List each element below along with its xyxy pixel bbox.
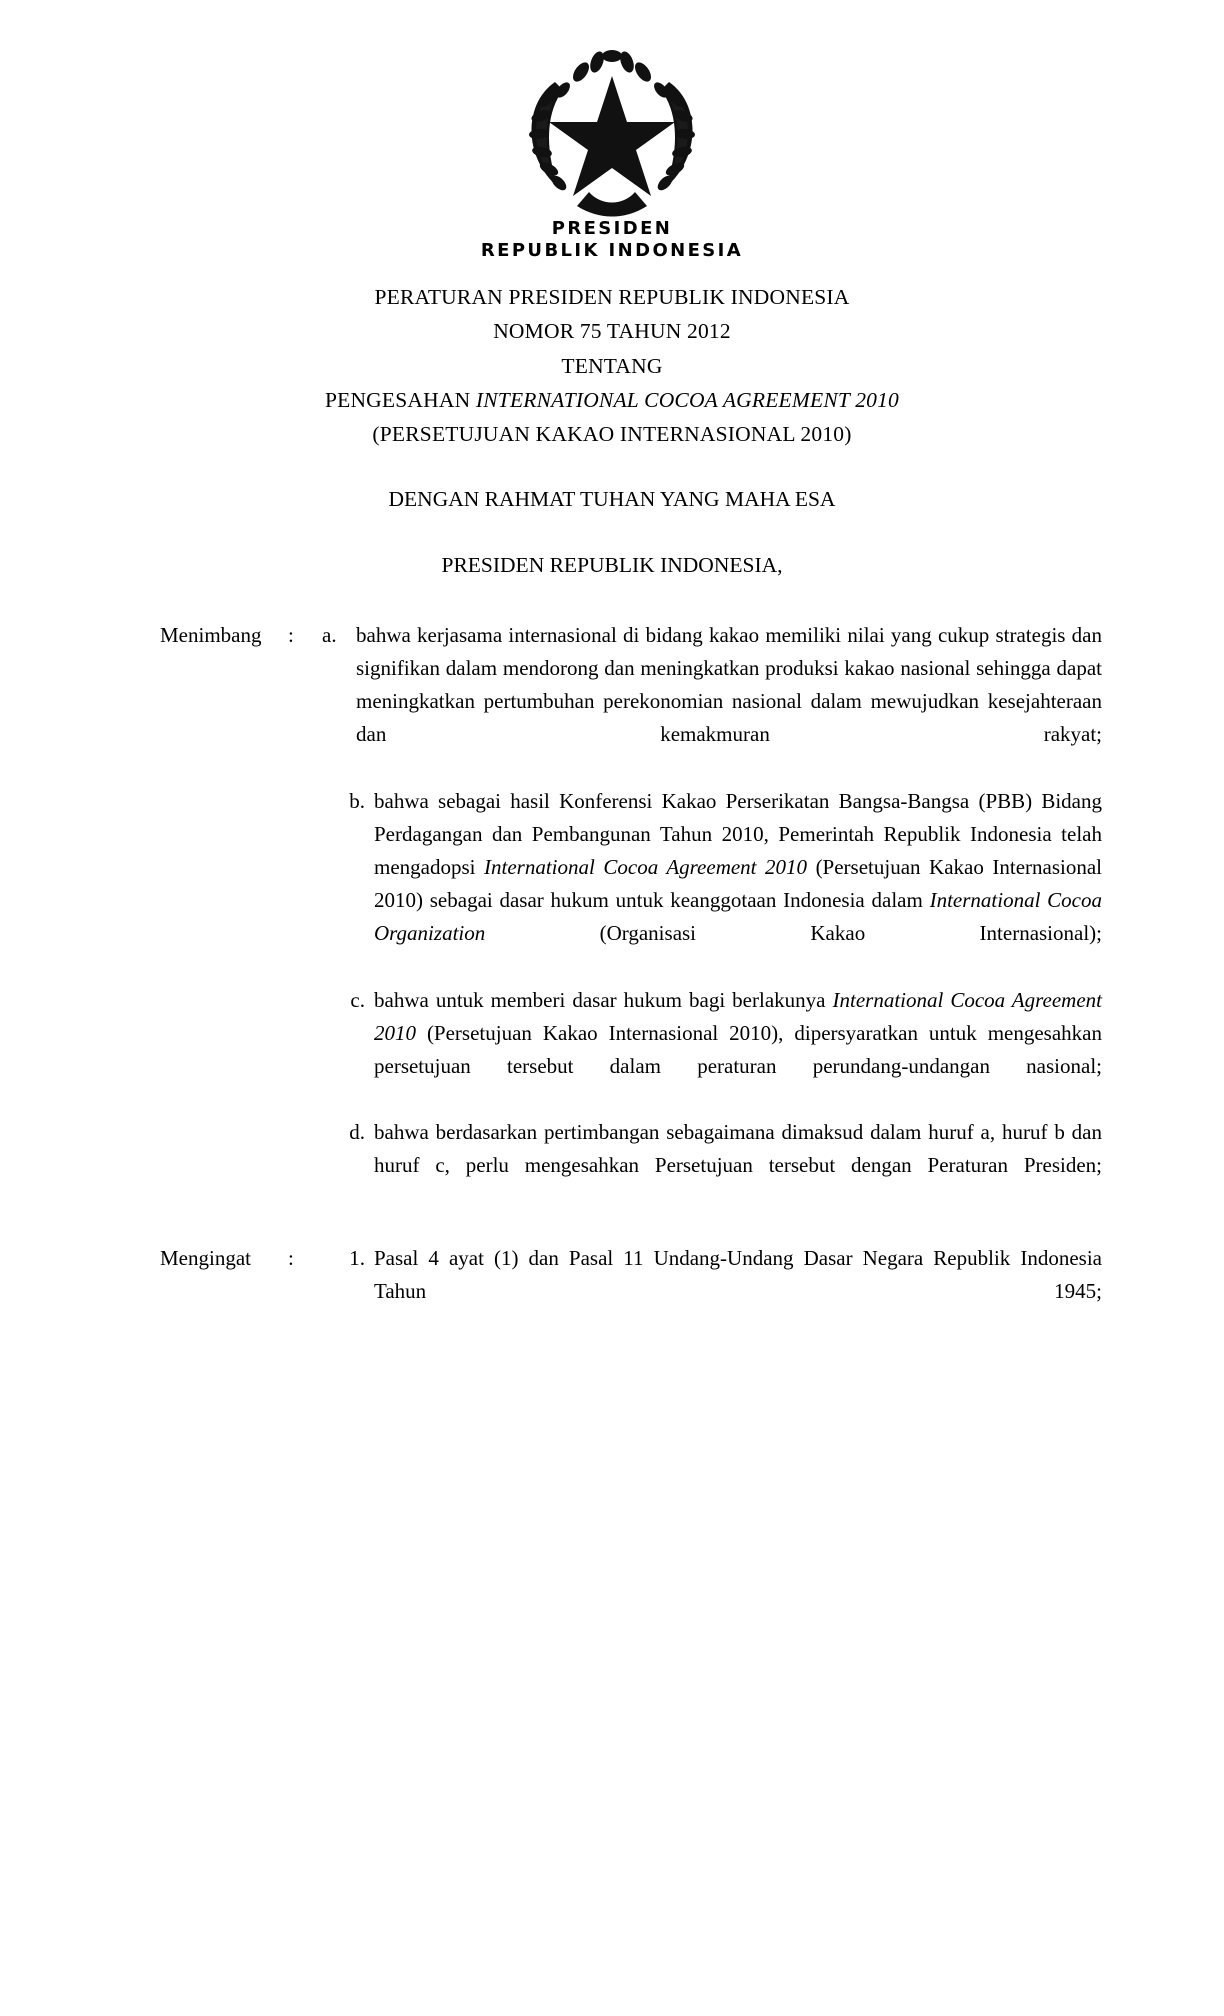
emblem-title-line2: REPUBLIK INDONESIA (480, 239, 744, 261)
considering-text-b-part1: International Cocoa Agreement 2010 (484, 854, 808, 879)
remembering-text-1-part0: Pasal 4 ayat (1) dan Pasal 11 Undang-Undang Dasar Negara Republik Indonesia Tahun 1945; (374, 1245, 1102, 1303)
considering-text-b-part0: bahwa sebagai hasil Konferensi Kakao Perserikatan Bangsa-Bangsa (PBB) Bidang Perdagangan dan Pembangunan Tahun 2010, Pemerintah Republik Indonesia telah mengadopsi (374, 788, 1102, 879)
remembering-label: Mengingat (160, 1245, 251, 1270)
clause-considering-a (160, 619, 1102, 785)
heading-number: NOMOR 75 TAHUN 2012 (493, 319, 731, 344)
considering-text-c-part2: (Persetujuan Kakao Internasional 2010), dipersyaratkan untuk mengesahkan persetujuan tersebut dalam peraturan perundang-undangan nasional; (374, 1020, 1102, 1078)
considering-text-c (374, 984, 1102, 1117)
clause-considering-c (160, 984, 1102, 1117)
clause-considering-b (160, 785, 1102, 984)
document-body (0, 619, 1224, 1342)
heading-tentang: TENTANG (561, 353, 663, 378)
president-line: PRESIDEN REPUBLIK INDONESIA, (441, 553, 783, 578)
considering-text-c-part1: International Cocoa Agreement 2010 (374, 987, 1102, 1045)
blessing-line: DENGAN RAHMAT TUHAN YANG MAHA ESA (388, 486, 836, 511)
clause-considering-d (160, 1116, 1102, 1216)
considering-colon: : (288, 622, 294, 647)
emblem-title (0, 218, 1224, 262)
considering-text-b (374, 785, 1102, 984)
considering-text-b-part2: (Persetujuan Kakao Internasional 2010) sebagai dasar hukum untuk keanggotaan Indonesia dalam (374, 854, 1103, 913)
considering-marker-a: a. (322, 622, 337, 647)
considering-text-c-part0: bahwa untuk memberi dasar hukum bagi berlakunya (374, 987, 833, 1012)
remembering-text-1 (374, 1242, 1102, 1342)
remembering-marker-1: 1. (349, 1245, 365, 1270)
emblem-container (0, 0, 1224, 222)
document-subheading (0, 482, 1224, 583)
remembering-colon: : (288, 1245, 294, 1270)
section-gap (160, 1216, 1102, 1242)
considering-text-d-part0: bahwa berdasarkan pertimbangan sebagaimana dimaksud dalam huruf a, huruf b dan huruf c, perlu mengesahkan Persetujuan tersebut dengan Peraturan Presiden; (374, 1120, 1102, 1178)
considering-text-b-part4: (Organisasi Kakao Internasional); (485, 921, 1102, 946)
document-heading (0, 280, 1224, 452)
heading-subject (0, 383, 1224, 417)
emblem-title-line1: PRESIDEN (551, 218, 673, 239)
considering-text-a (356, 619, 1102, 785)
heading-subject-italic: INTERNATIONAL COCOA AGREEMENT 2010 (475, 388, 900, 413)
heading-subject-translation: (PERSETUJUAN KAKAO INTERNASIONAL 2010) (372, 422, 852, 447)
garuda-star-wreath-emblem (497, 42, 727, 217)
considering-text-a-part0: bahwa kerjasama internasional di bidang kakao memiliki nilai yang cukup strategis dan signifikan dalam mendorong dan meningkatkan produksi kakao nasional sehingga dapat meningkatkan pertumbuhan perekonomian nasional dalam mewujudkan kesejahteraan dan kemakmuran rakyat; (356, 622, 1102, 747)
clause-remembering-1 (160, 1242, 1102, 1342)
considering-text-b-part3: International Cocoa Organization (374, 888, 1102, 946)
considering-marker-d: d. (349, 1120, 365, 1145)
heading-subject-prefix: PENGESAHAN (324, 388, 476, 413)
considering-marker-b: b. (349, 788, 365, 813)
considering-marker-c: c. (350, 987, 365, 1012)
considering-text-d (374, 1116, 1102, 1216)
heading-regulation-type: PERATURAN PRESIDEN REPUBLIK INDONESIA (374, 284, 850, 309)
considering-label: Menimbang (160, 622, 262, 647)
